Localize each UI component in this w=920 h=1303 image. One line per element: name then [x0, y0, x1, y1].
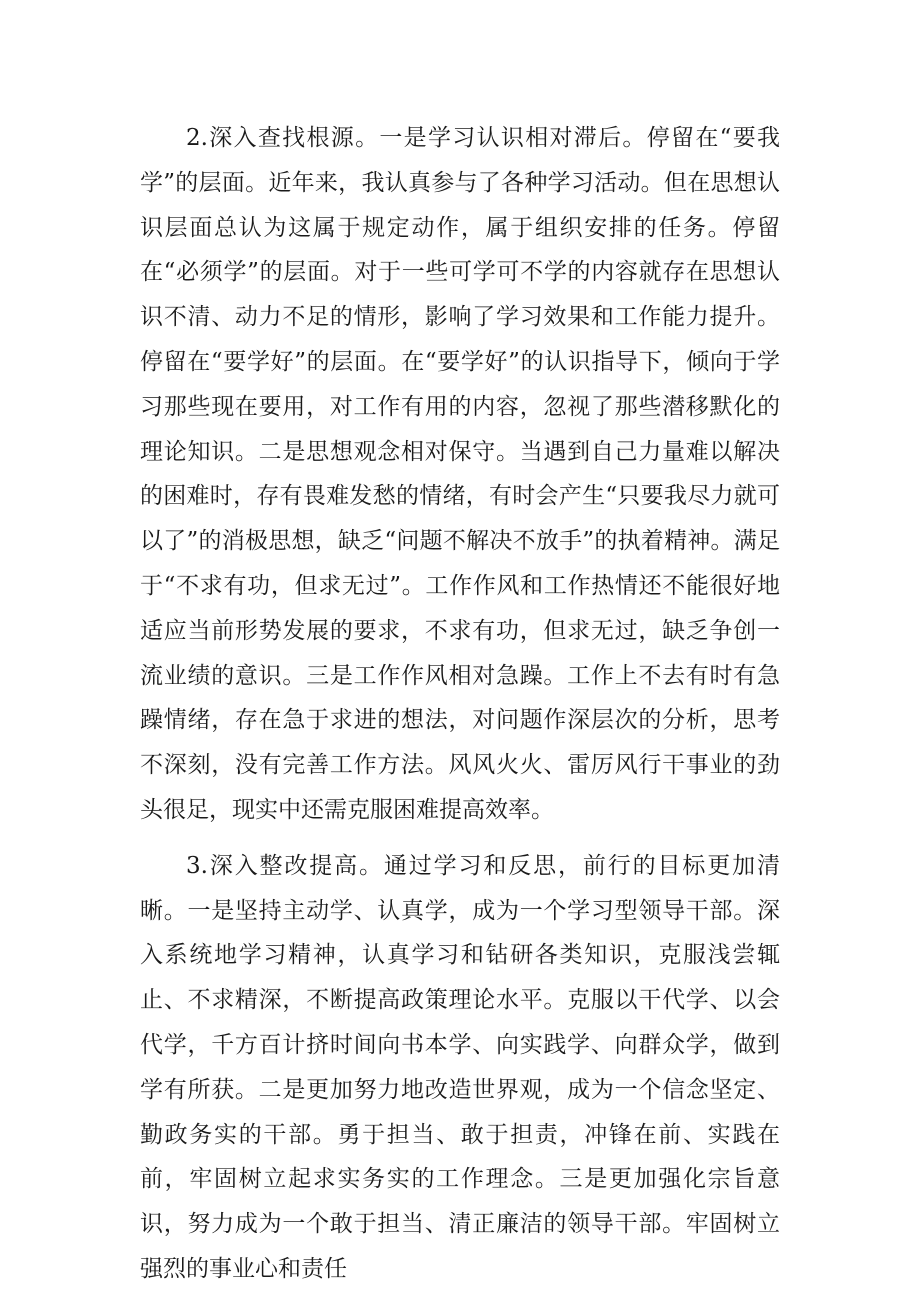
- document-body: [140, 116, 780, 1303]
- paragraph-root-causes: 2.深入查找根源。一是学习认识相对滞后。停留在“要我学”的层面。近年来，我认真参与了各种学习活动。但在思想认识层面总认为这属于规定动作，属于组织安排的任务。停留在“必须学”的层面。对于一些可学可不学的内容就存在思想认识不清、动力不足的情形，影响了学习效果和工作能力提升。停留在“要学好”的层面。在“要学好”的认识指导下，倾向于学习那些现在要用，对工作有用的内容，忽视了那些潜移默化的理论知识。二是思想观念相对保守。当遇到自己力量难以解决的困难时，存有畏难发愁的情绪，有时会产生“只要我尽力就可以了”的消极思想，缺乏“问题不解决不放手”的执着精神。满足于“不求有功，但求无过”。工作作风和工作热情还不能很好地适应当前形势发展的要求，不求有功，但求无过，缺乏争创一流业绩的意识。三是工作作风相对急躁。工作上不去有时有急躁情绪，存在急于求进的想法，对问题作深层次的分析，思考不深刻，没有完善工作方法。风风火火、雷厉风行干事业的劲头很足，现实中还需克服困难提高效率。: [140, 125, 780, 823]
- paragraph-rectification: 3.深入整改提高。通过学习和反思，前行的目标更加清晰。一是坚持主动学、认真学，成为一个学习型领导干部。深入系统地学习精神，认真学习和钻研各类知识，克服浅尝辄止、不求精深，不断提高政策理论水平。克服以干代学、以会代学，千方百计挤时间向书本学、向实践学、向群众学，做到学有所获。二是更加努力地改造世界观，成为一个信念坚定、勤政务实的干部。勇于担当、敢于担责，冲锋在前、实践在前，牢固树立起求实务实的工作理念。三是更加强化宗旨意识，努力成为一个敢于担当、清正廉洁的领导干部。牢固树立强烈的事业心和责任: [140, 852, 780, 1282]
